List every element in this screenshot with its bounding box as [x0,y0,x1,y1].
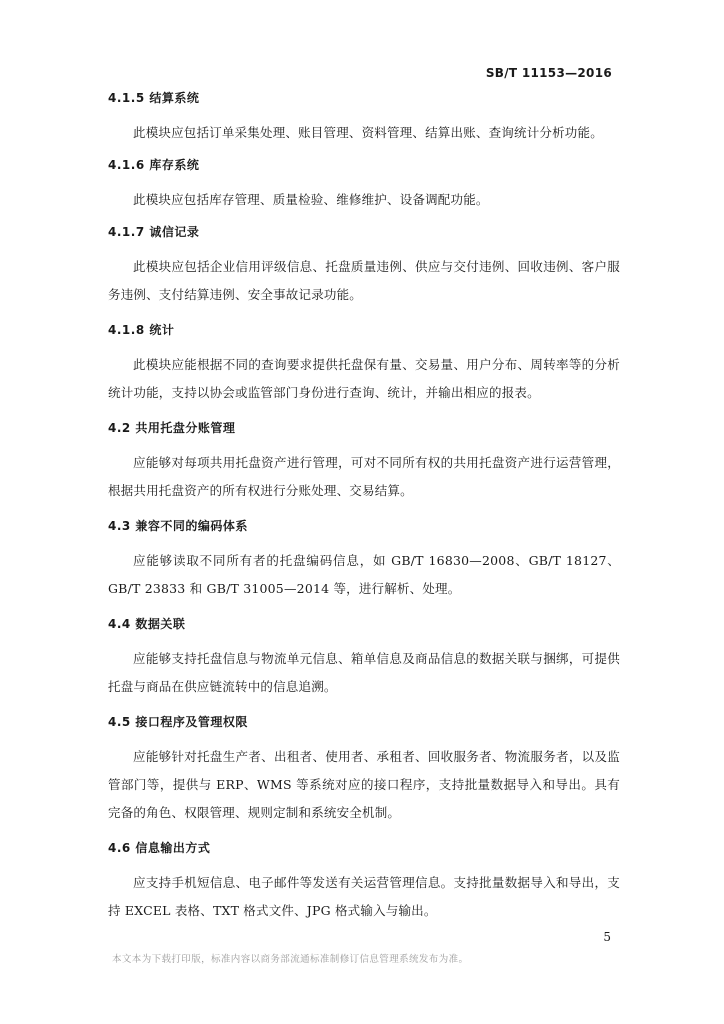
section-heading: 4.1.5 结算系统 [108,91,200,105]
section-heading: 4.2 共用托盘分账管理 [108,421,236,435]
section-4-1-8 [108,321,620,407]
section-heading: 4.5 接口程序及管理权限 [108,715,248,729]
section-4-1-6 [108,156,620,214]
section-heading: 4.1.6 库存系统 [108,158,200,172]
section-4-2 [108,419,620,505]
section-paragraph: 应能够针对托盘生产者、出租者、使用者、承租者、回收服务者、物流服务者，以及监管部门等，提供与 ERP、WMS 等系统对应的接口程序，支持批量数据导入和导出。具有完备的角色、权限管理、规则定制和系统安全机制。 [108,749,620,820]
document-body [108,89,620,937]
section-4-3 [108,517,620,603]
section-4-1-7 [108,223,620,309]
section-paragraph: 应能够读取不同所有者的托盘编码信息，如 GB/T 16830—2008、GB/T 18127、GB/T 23833 和 GB/T 31005—2014 等，进行解析、处理。 [108,553,620,596]
section-4-4 [108,615,620,701]
section-paragraph: 此模块应包括订单采集处理、账目管理、资料管理、结算出账、查询统计分析功能。 [133,125,603,140]
section-heading: 4.1.7 诚信记录 [108,225,200,239]
section-4-1-5 [108,89,620,147]
section-paragraph: 应能够对每项共用托盘资产进行管理，可对不同所有权的共用托盘资产进行运营管理，根据共用托盘资产的所有权进行分账处理、交易结算。 [108,455,620,498]
standard-code: SB/T 11153—2016 [485,66,612,80]
section-paragraph: 此模块应能根据不同的查询要求提供托盘保有量、交易量、用户分布、周转率等的分析统计功能，支持以协会或监管部门身份进行查询、统计，并输出相应的报表。 [108,357,620,400]
section-4-6 [108,839,620,925]
section-paragraph: 应支持手机短信息、电子邮件等发送有关运营管理信息。支持批量数据导入和导出，支持 EXCEL 表格、TXT 格式文件、JPG 格式输入与输出。 [108,875,620,918]
section-heading: 4.3 兼容不同的编码体系 [108,519,248,533]
section-4-5 [108,713,620,827]
section-paragraph: 应能够支持托盘信息与物流单元信息、箱单信息及商品信息的数据关联与捆绑，可提供托盘与商品在供应链流转中的信息追溯。 [108,651,620,694]
footer-note: 本文本为下载打印版，标准内容以商务部流通标准制修订信息管理系统发布为准。 [112,954,469,965]
section-paragraph: 此模块应包括企业信用评级信息、托盘质量违例、供应与交付违例、回收违例、客户服务违例、支付结算违例、安全事故记录功能。 [108,259,620,302]
section-heading: 4.4 数据关联 [108,617,186,631]
section-paragraph: 此模块应包括库存管理、质量检验、维修维护、设备调配功能。 [133,192,489,207]
section-heading: 4.6 信息输出方式 [108,841,211,855]
section-heading: 4.1.8 统计 [108,323,175,337]
page-number: 5 [603,930,611,944]
